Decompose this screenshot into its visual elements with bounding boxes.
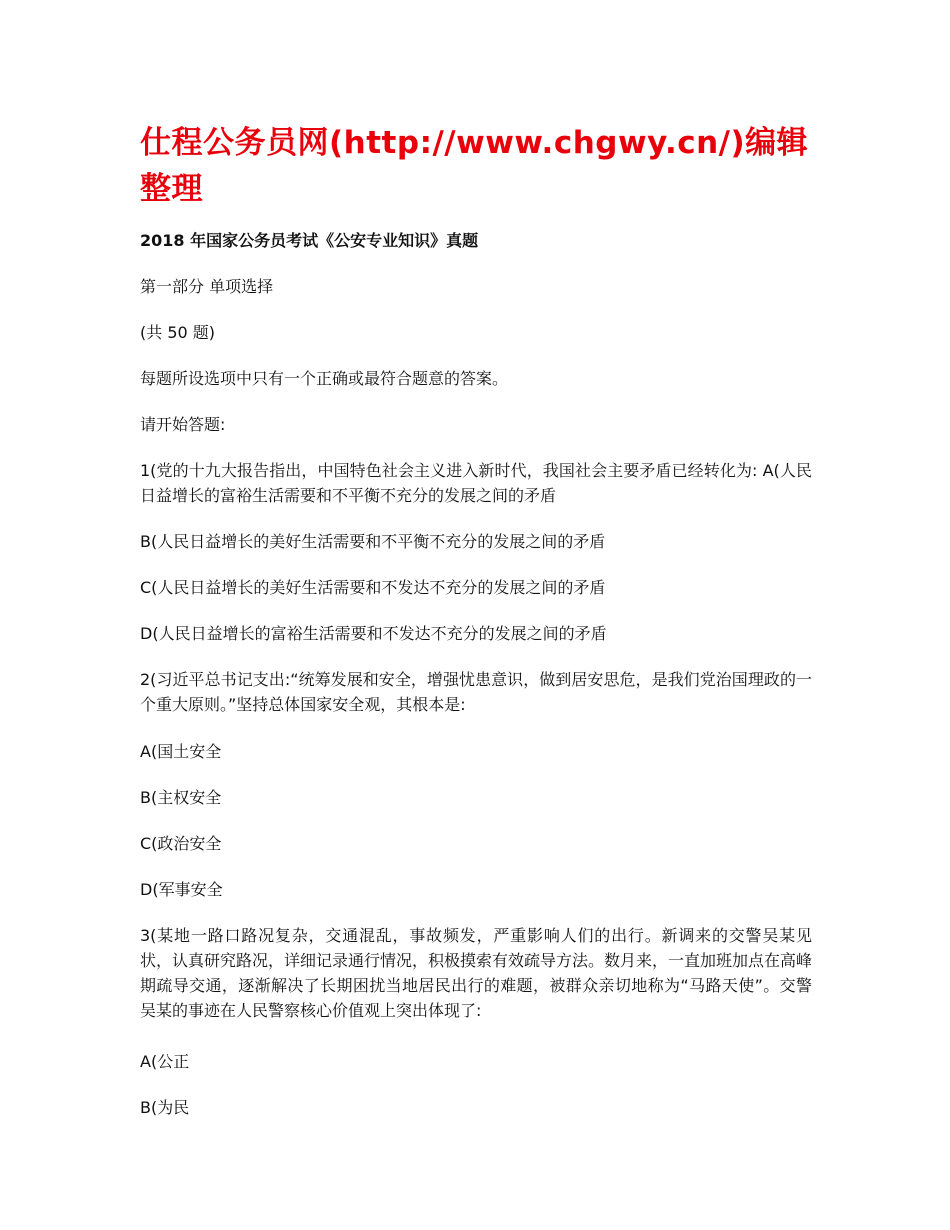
question-2-option-a: A(国土安全	[140, 742, 222, 761]
exam-title: 2018 年国家公务员考试《公安专业知识》真题	[140, 231, 479, 250]
question-3-option-b: B(为民	[140, 1098, 190, 1117]
question-1-option-d: D(人民日益增长的富裕生活需要和不发达不充分的发展之间的矛盾	[140, 624, 607, 643]
page-title: 仕程公务员网(http://www.chgwy.cn/)编辑整理	[140, 125, 809, 207]
question-1-option-b: B(人民日益增长的美好生活需要和不平衡不充分的发展之间的矛盾	[140, 532, 606, 551]
question-count: (共 50 题)	[140, 323, 216, 342]
instruction-text: 每题所设选项中只有一个正确或最符合题意的答案。	[140, 369, 509, 388]
question-2-stem: 2(习近平总书记支出:“统筹发展和安全，增强忧患意识，做到居安思危，是我们党治国理政的一个重大原则。”坚持总体国家安全观，其根本是:	[140, 670, 812, 714]
question-2-option-d: D(军事安全	[140, 880, 223, 899]
question-2-option-b: B(主权安全	[140, 788, 222, 807]
section-heading: 第一部分 单项选择	[140, 277, 274, 296]
question-2-option-c: C(政治安全	[140, 834, 222, 853]
question-1-option-c: C(人民日益增长的美好生活需要和不发达不充分的发展之间的矛盾	[140, 578, 606, 597]
question-3-option-a: A(公正	[140, 1052, 190, 1071]
question-1-stem: 1(党的十九大报告指出，中国特色社会主义进入新时代，我国社会主要矛盾已经转化为: A(人民日益增长的富裕生活需要和不平衡不充分的发展之间的矛盾	[140, 461, 812, 505]
start-prompt: 请开始答题:	[140, 415, 226, 434]
question-3-stem: 3(某地一路口路况复杂，交通混乱，事故频发，严重影响人们的出行。新调来的交警吴某见状，认真研究路况，详细记录通行情况，积极摸索有效疏导方法。数月来，一直加班加点在高峰期疏导交通，逐渐解决了长期困扰当地居民出行的难题，被群众亲切地称为“马路天使”。交警吴某的事迹在人民警察核心价值观上突出体现了:	[140, 926, 813, 1020]
